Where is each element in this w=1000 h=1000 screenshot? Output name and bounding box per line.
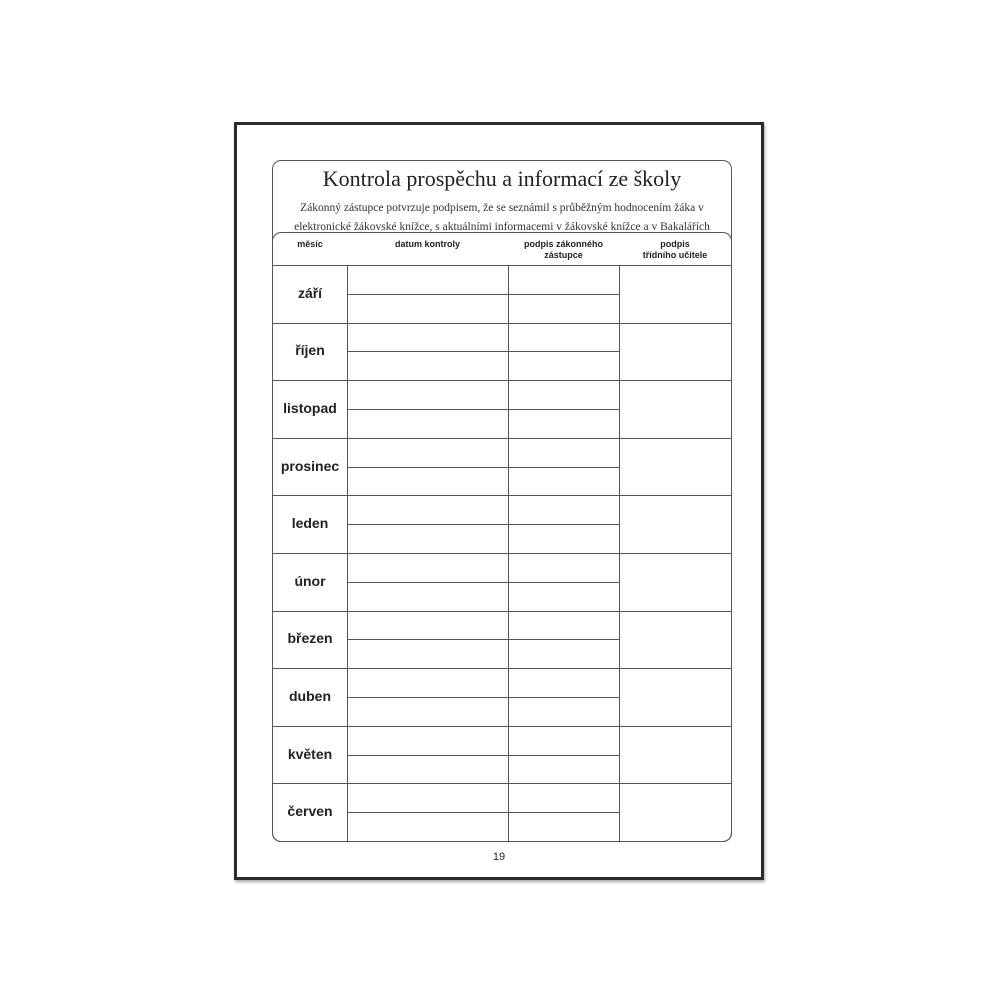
- month-label: únor: [294, 572, 326, 589]
- header-teacher-signature: [619, 239, 731, 261]
- month-label: březen: [287, 630, 333, 647]
- month-label: leden: [291, 515, 329, 532]
- row-half-divider: [347, 524, 619, 525]
- row-half-divider: [347, 812, 619, 813]
- row-divider: [273, 783, 731, 784]
- row-divider: [273, 323, 731, 324]
- header-date: datum kontroly: [394, 239, 460, 249]
- month-label: říjen: [295, 342, 325, 359]
- header-month: měsíc: [297, 239, 323, 249]
- row-divider: [273, 726, 731, 727]
- month-label: prosinec: [280, 457, 340, 474]
- row-half-divider: [347, 351, 619, 352]
- row-divider: [273, 380, 731, 381]
- month-label: září: [297, 284, 323, 301]
- month-label: duben: [289, 688, 331, 704]
- header-teacher-line-2: třídního učitele: [642, 250, 708, 260]
- row-divider: [273, 668, 731, 669]
- month-label: květen: [287, 745, 333, 762]
- intro-line-2: elektronické žákovské knížce, s aktuálními informacemi v žákovské knížce a v Bakalářích: [294, 221, 710, 233]
- row-divider: [273, 553, 731, 554]
- month-label: červen: [287, 803, 333, 820]
- row-half-divider: [347, 582, 619, 583]
- header-teacher-line-1: podpis: [660, 239, 690, 249]
- header-parent-line-2: zástupce: [544, 250, 583, 260]
- row-half-divider: [347, 467, 619, 468]
- page-title: Kontrola prospěchu a informací ze školy: [322, 166, 682, 191]
- row-divider: [273, 495, 731, 496]
- month-label: listopad: [283, 400, 337, 416]
- row-divider: [273, 438, 731, 439]
- page-number: 19: [492, 851, 506, 863]
- header-parent-line-1: podpis zákonného: [523, 239, 603, 249]
- row-half-divider: [347, 755, 619, 756]
- row-half-divider: [347, 294, 619, 295]
- signature-table: [272, 232, 732, 842]
- row-half-divider: [347, 639, 619, 640]
- row-half-divider: [347, 697, 619, 698]
- form-card: [272, 160, 732, 842]
- header-parent-signature: [508, 239, 619, 261]
- document-page: [234, 122, 764, 880]
- row-divider: [273, 611, 731, 612]
- row-half-divider: [347, 409, 619, 410]
- intro-line-1: Zákonný zástupce potvrzuje podpisem, že se seznámil s průběžným hodnocením žáka v: [300, 202, 704, 214]
- header-divider: [273, 265, 731, 266]
